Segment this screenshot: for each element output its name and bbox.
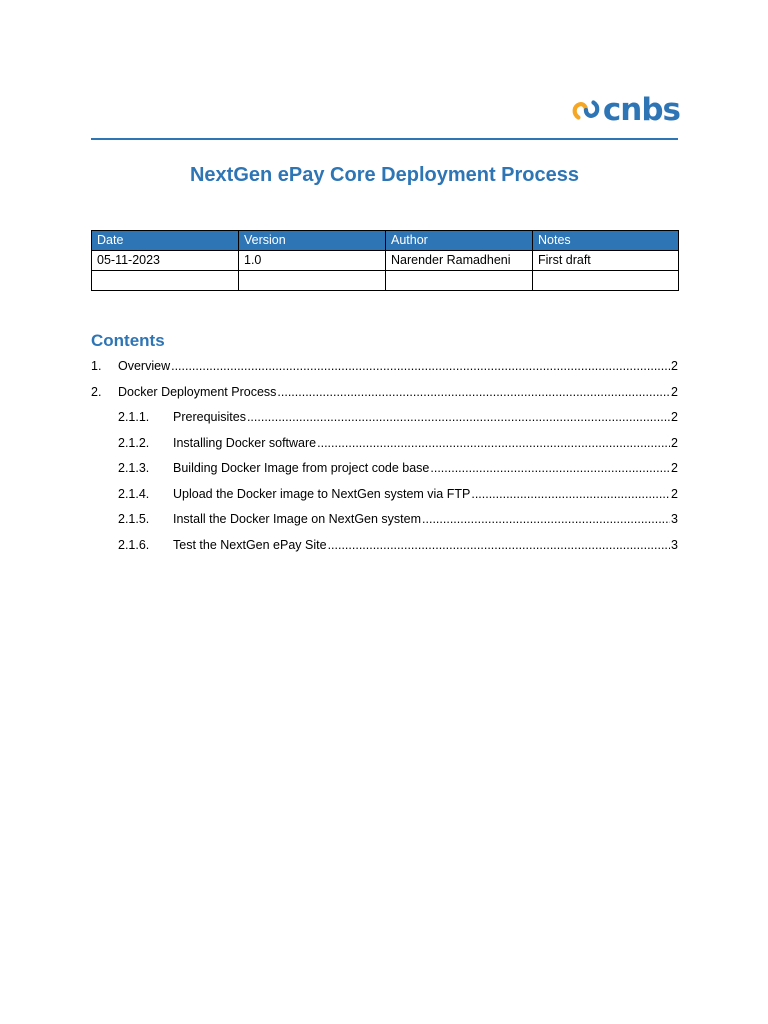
column-header-date: Date [92, 231, 239, 251]
document-title: NextGen ePay Core Deployment Process [189, 164, 580, 186]
toc-leader [247, 406, 670, 428]
cell-author: Narender Ramadheni [386, 251, 533, 271]
cell-date [92, 271, 239, 291]
toc-item-building-docker-image[interactable] [91, 457, 678, 483]
table-row [92, 271, 679, 291]
toc-item-upload-docker-image[interactable] [91, 483, 678, 509]
toc-number: 2.1.1. [118, 410, 150, 424]
toc-page-number: 3 [671, 537, 678, 552]
cell-notes: First draft [533, 251, 679, 271]
toc-item-installing-docker-software[interactable] [91, 432, 678, 458]
revision-history-table [91, 230, 679, 291]
toc-number: 2.1.2. [118, 435, 150, 450]
toc-page-number: 2 [671, 410, 678, 424]
toc-label: Test the NextGen ePay Site [173, 534, 327, 556]
cell-version [239, 271, 386, 291]
toc-page-number: 2 [671, 486, 678, 501]
cell-date: 05-11-2023 [92, 251, 239, 271]
column-header-author: Author [386, 231, 533, 251]
toc-label: Upload the Docker image to NextGen system via FTP [173, 483, 470, 505]
toc-leader [277, 381, 670, 403]
toc-item-prerequisites[interactable] [91, 406, 678, 432]
toc-item-test-nextgen-epay-site[interactable] [91, 534, 678, 560]
toc-leader [430, 457, 670, 479]
toc-label: Install the Docker Image on NextGen system [173, 508, 421, 530]
toc-label: Building Docker Image from project code base [173, 457, 429, 479]
toc-leader [422, 508, 670, 530]
table-header-row [92, 231, 679, 251]
column-header-version: Version [239, 231, 386, 251]
toc-label: Prerequisites [173, 406, 246, 428]
toc-leader [317, 432, 670, 454]
toc-number: 2.1.4. [118, 486, 150, 501]
toc-label: Docker Deployment Process [118, 381, 276, 403]
toc-number: 2.1.6. [118, 537, 150, 552]
toc-page-number: 2 [671, 359, 678, 373]
toc-number: 1. [91, 359, 102, 373]
column-header-notes: Notes [533, 231, 679, 251]
toc-leader [171, 355, 670, 377]
header-divider [91, 138, 678, 140]
link-logo-icon [570, 94, 602, 126]
cell-notes [533, 271, 679, 291]
table-of-contents [91, 355, 678, 559]
toc-page-number: 3 [671, 512, 678, 526]
toc-number: 2. [91, 384, 102, 399]
toc-label: Installing Docker software [173, 432, 316, 454]
cell-version: 1.0 [239, 251, 386, 271]
table-row [92, 251, 679, 271]
toc-number: 2.1.3. [118, 461, 150, 475]
toc-page-number: 2 [671, 461, 678, 475]
logo-text: cnbs [602, 92, 680, 128]
toc-leader [328, 534, 670, 556]
company-logo [570, 92, 680, 128]
toc-leader [471, 483, 670, 505]
toc-page-number: 2 [671, 435, 678, 450]
toc-page-number: 2 [671, 384, 678, 399]
toc-item-overview[interactable] [91, 355, 678, 381]
toc-label: Overview [118, 355, 170, 377]
cell-author [386, 271, 533, 291]
toc-number: 2.1.5. [118, 512, 150, 526]
toc-item-docker-deployment-process[interactable] [91, 381, 678, 407]
toc-item-install-docker-image[interactable] [91, 508, 678, 534]
contents-heading: Contents [91, 331, 165, 350]
